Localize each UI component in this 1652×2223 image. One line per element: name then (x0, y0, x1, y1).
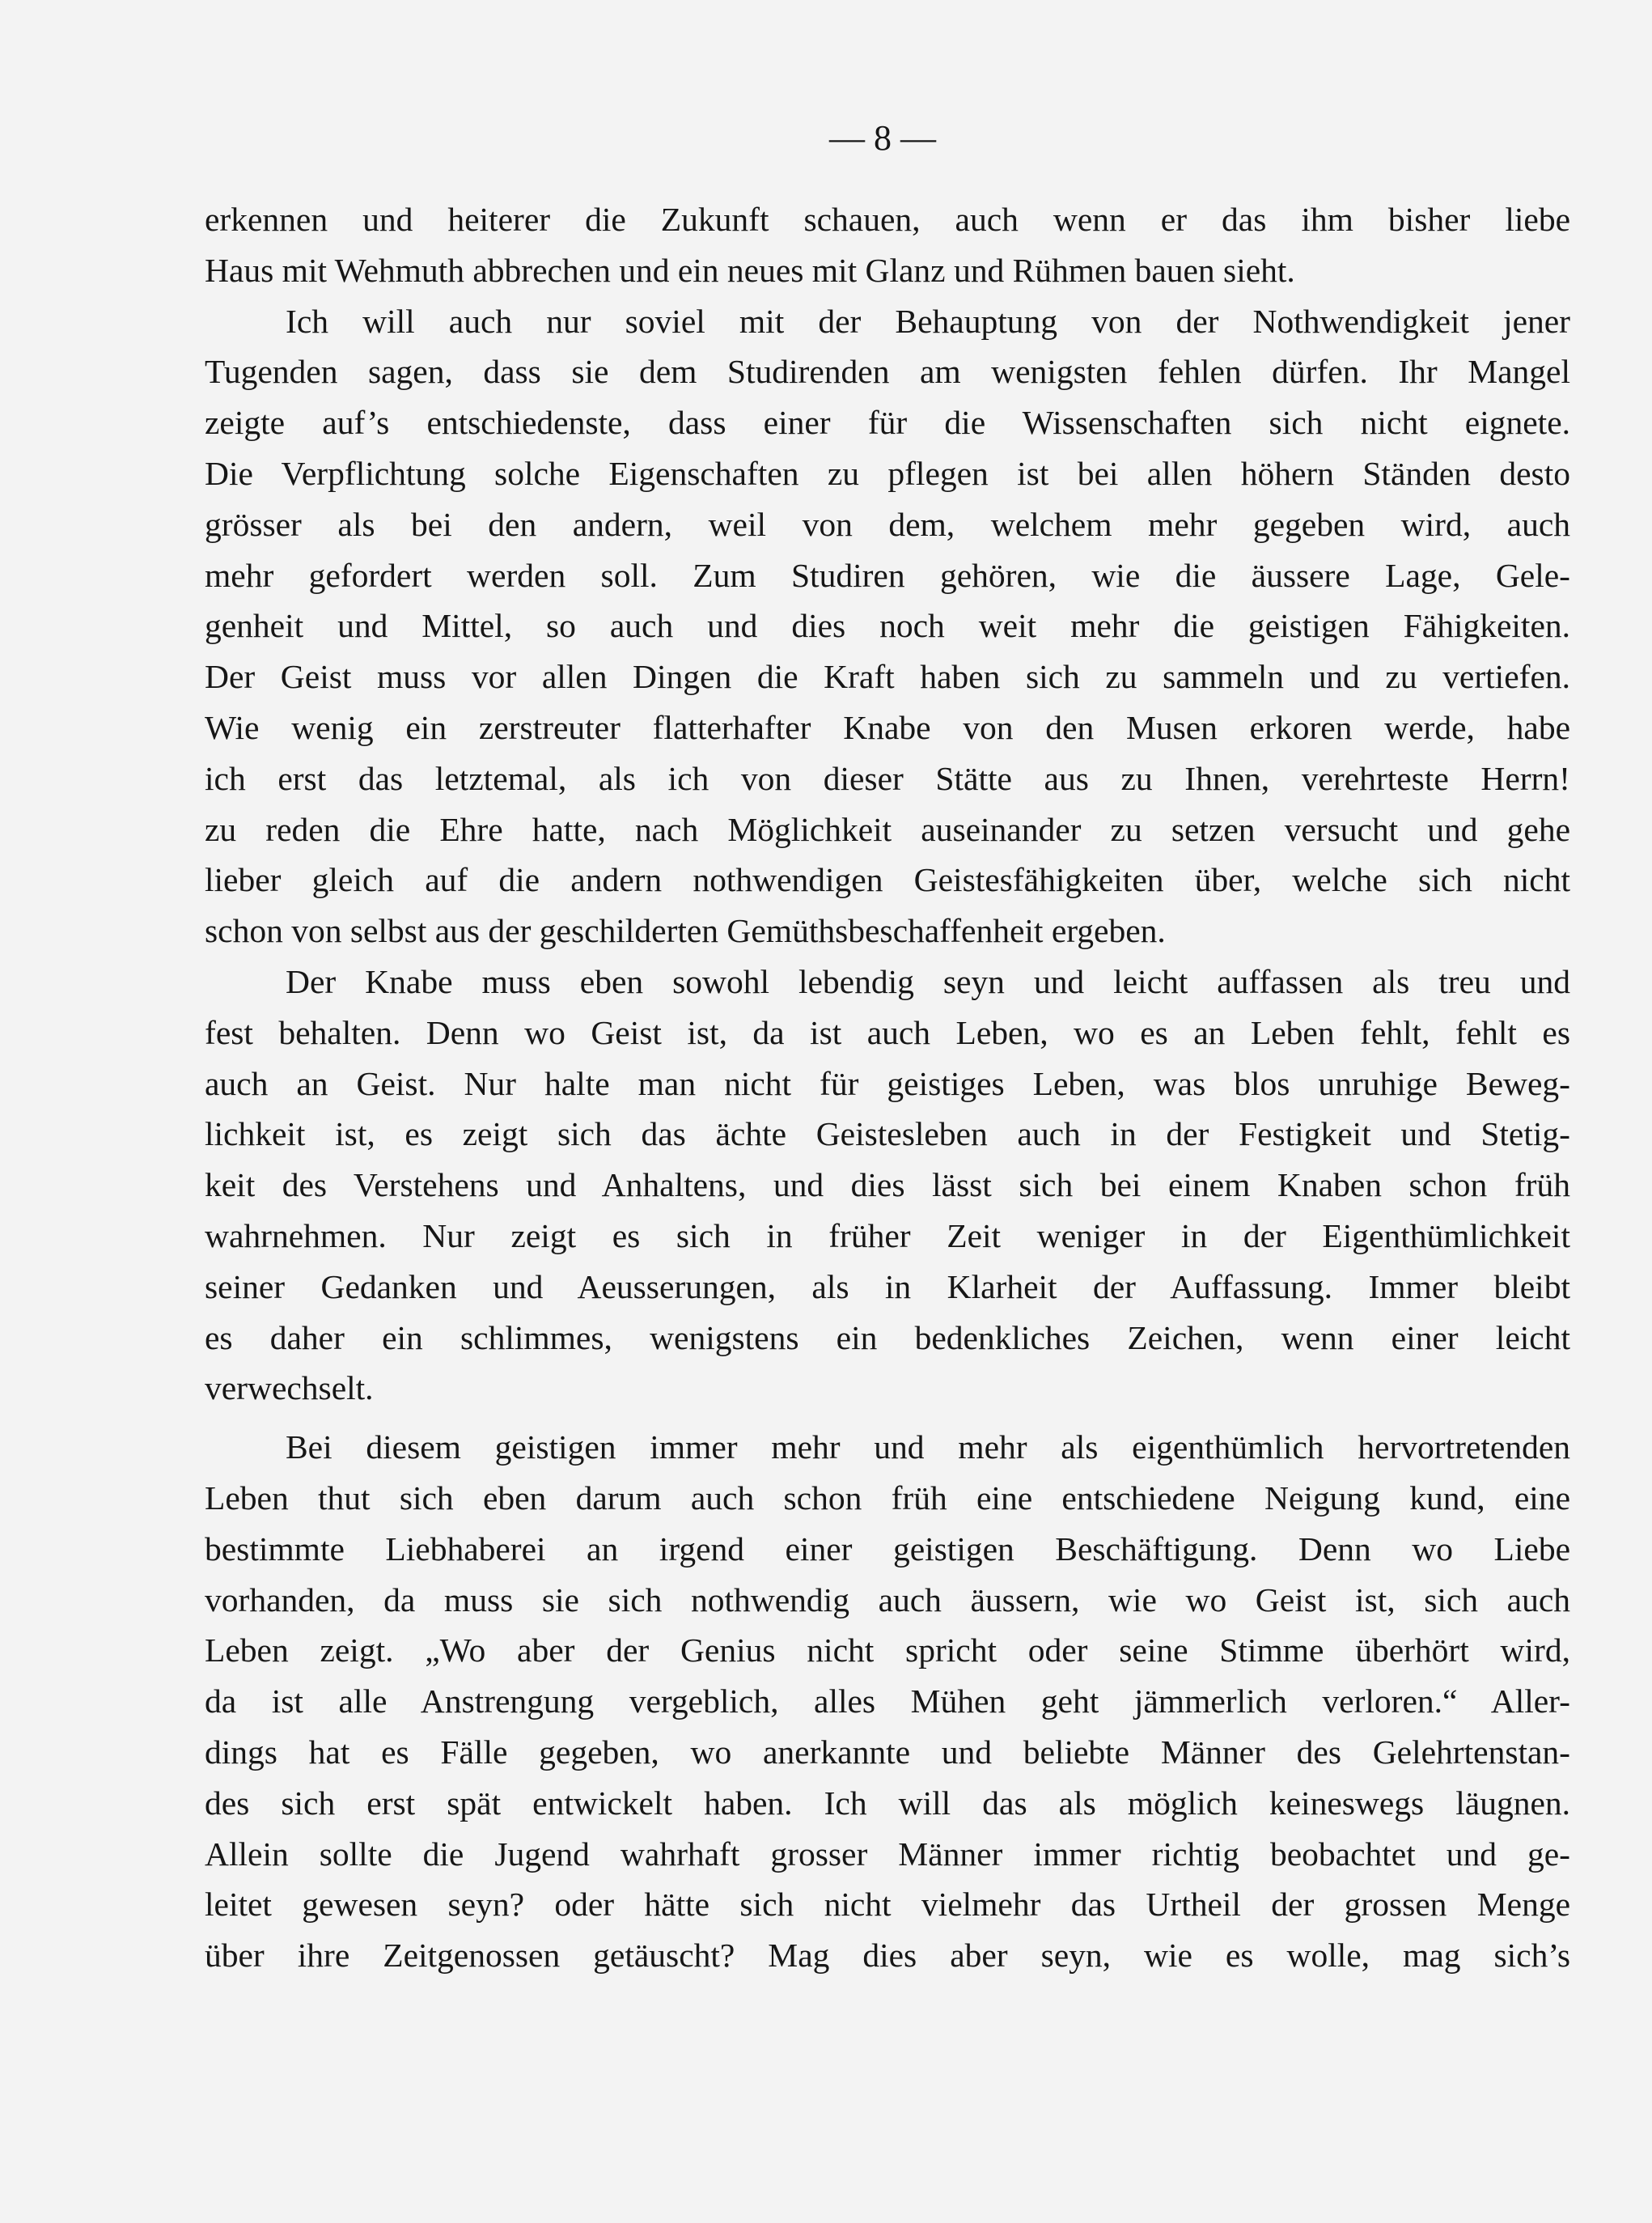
paragraph-start-line: Ich will auch nur soviel mit der Behauptung von der Nothwendigkeit jener (286, 302, 1570, 340)
text-line: zeigte auf’s entschiedenste, dass einer für die Wissenschaften sich nicht eignete. (205, 404, 1570, 442)
text-line: des sich erst spät entwickelt haben. Ich will das als möglich keineswegs läugnen. (205, 1784, 1570, 1822)
text-line: vorhanden, da muss sie sich nothwendig auch äussern, wie wo Geist ist, sich auch (205, 1580, 1570, 1618)
text-line: Leben thut sich eben darum auch schon früh eine entschiedene Neigung kund, eine (205, 1478, 1570, 1517)
paragraph-start-line: Bei diesem geistigen immer mehr und mehr als eigenthümlich hervortretenden (286, 1428, 1570, 1466)
text-line: genheit und Mittel, so auch und dies noch weit mehr die geistigen Fähigkeiten. (205, 607, 1570, 645)
text-line: Haus mit Wehmuth abbrechen und ein neues mit Glanz und Rühmen bauen sieht. (205, 251, 1295, 289)
text-line: schon von selbst aus der geschilderten Gemüthsbeschaffenheit ergeben. (205, 912, 1166, 950)
body-text (205, 194, 1570, 1981)
text-line: auch an Geist. Nur halte man nicht für geistiges Leben, was blos unruhige Beweg- (205, 1064, 1570, 1102)
text-line: da ist alle Anstrengung vergeblich, alles Mühen geht jämmerlich verloren.“ Aller- (205, 1682, 1570, 1720)
text-line: wahrnehmen. Nur zeigt es sich in früher Zeit weniger in der Eigenthümlichkeit (205, 1216, 1570, 1254)
text-line: es daher ein schlimmes, wenigstens ein bedenkliches Zeichen, wenn einer leicht (205, 1318, 1570, 1356)
page-number: — 8 — (829, 118, 936, 158)
text-line: seiner Gedanken und Aeusserungen, als in Klarheit der Auffassung. Immer bleibt (205, 1267, 1570, 1305)
text-line: zu reden die Ehre hatte, nach Möglichkeit auseinander zu setzen versucht und gehe (205, 810, 1570, 848)
text-line: lichkeit ist, es zeigt sich das ächte Geistesleben auch in der Festigkeit und Stetig- (205, 1115, 1570, 1153)
text-line: grösser als bei den andern, weil von dem, welchem mehr gegeben wird, auch (205, 505, 1570, 543)
text-line: dings hat es Fälle gegeben, wo anerkannte und beliebte Männer des Gelehrtenstan- (205, 1733, 1570, 1771)
text-line: Der Geist muss vor allen Dingen die Kraft haben sich zu sammeln und zu vertiefen. (205, 658, 1570, 696)
text-line: über ihre Zeitgenossen getäuscht? Mag dies aber seyn, wie es wolle, mag sich’s (205, 1937, 1570, 1975)
text-line: ich erst das letztemal, als ich von dieser Stätte aus zu Ihnen, verehrteste Herrn! (205, 759, 1570, 797)
text-line: leitet gewesen seyn? oder hätte sich nicht vielmehr das Urtheil der grossen Menge (205, 1886, 1570, 1924)
text-line: lieber gleich auf die andern nothwendigen Geistesfähigkeiten über, welche sich nicht (205, 861, 1570, 899)
text-line: Tugenden sagen, dass sie dem Studirenden am wenigsten fehlen dürfen. Ihr Mangel (205, 353, 1570, 391)
text-line: Die Verpflichtung solche Eigenschaften zu pflegen ist bei allen höhern Ständen desto (205, 454, 1570, 492)
text-line: erkennen und heiterer die Zukunft schauen, auch wenn er das ihm bisher liebe (205, 201, 1570, 238)
text-line: Leben zeigt. „Wo aber der Genius nicht spricht oder seine Stimme überhört wird, (205, 1631, 1570, 1669)
text-line: keit des Verstehens und Anhaltens, und dies lässt sich bei einem Knaben schon früh (205, 1166, 1570, 1204)
text-line: Wie wenig ein zerstreuter flatterhafter Knabe von den Musen erkoren werde, habe (205, 708, 1570, 746)
text-line: mehr gefordert werden soll. Zum Studiren gehören, wie die äussere Lage, Gele- (205, 556, 1570, 594)
text-line: Allein sollte die Jugend wahrhaft grosser Männer immer richtig beobachtet und ge- (205, 1835, 1570, 1873)
paragraph-gap (205, 1414, 1570, 1422)
text-line: bestimmte Liebhaberei an irgend einer geistigen Beschäftigung. Denn wo Liebe (205, 1529, 1570, 1568)
text-line: fest behalten. Denn wo Geist ist, da ist auch Leben, wo es an Leben fehlt, fehlt es (205, 1013, 1570, 1051)
paragraph-start-line: Der Knabe muss eben sowohl lebendig seyn und leicht auffassen als treu und (286, 962, 1570, 1000)
text-line: verwechselt. (205, 1369, 374, 1407)
